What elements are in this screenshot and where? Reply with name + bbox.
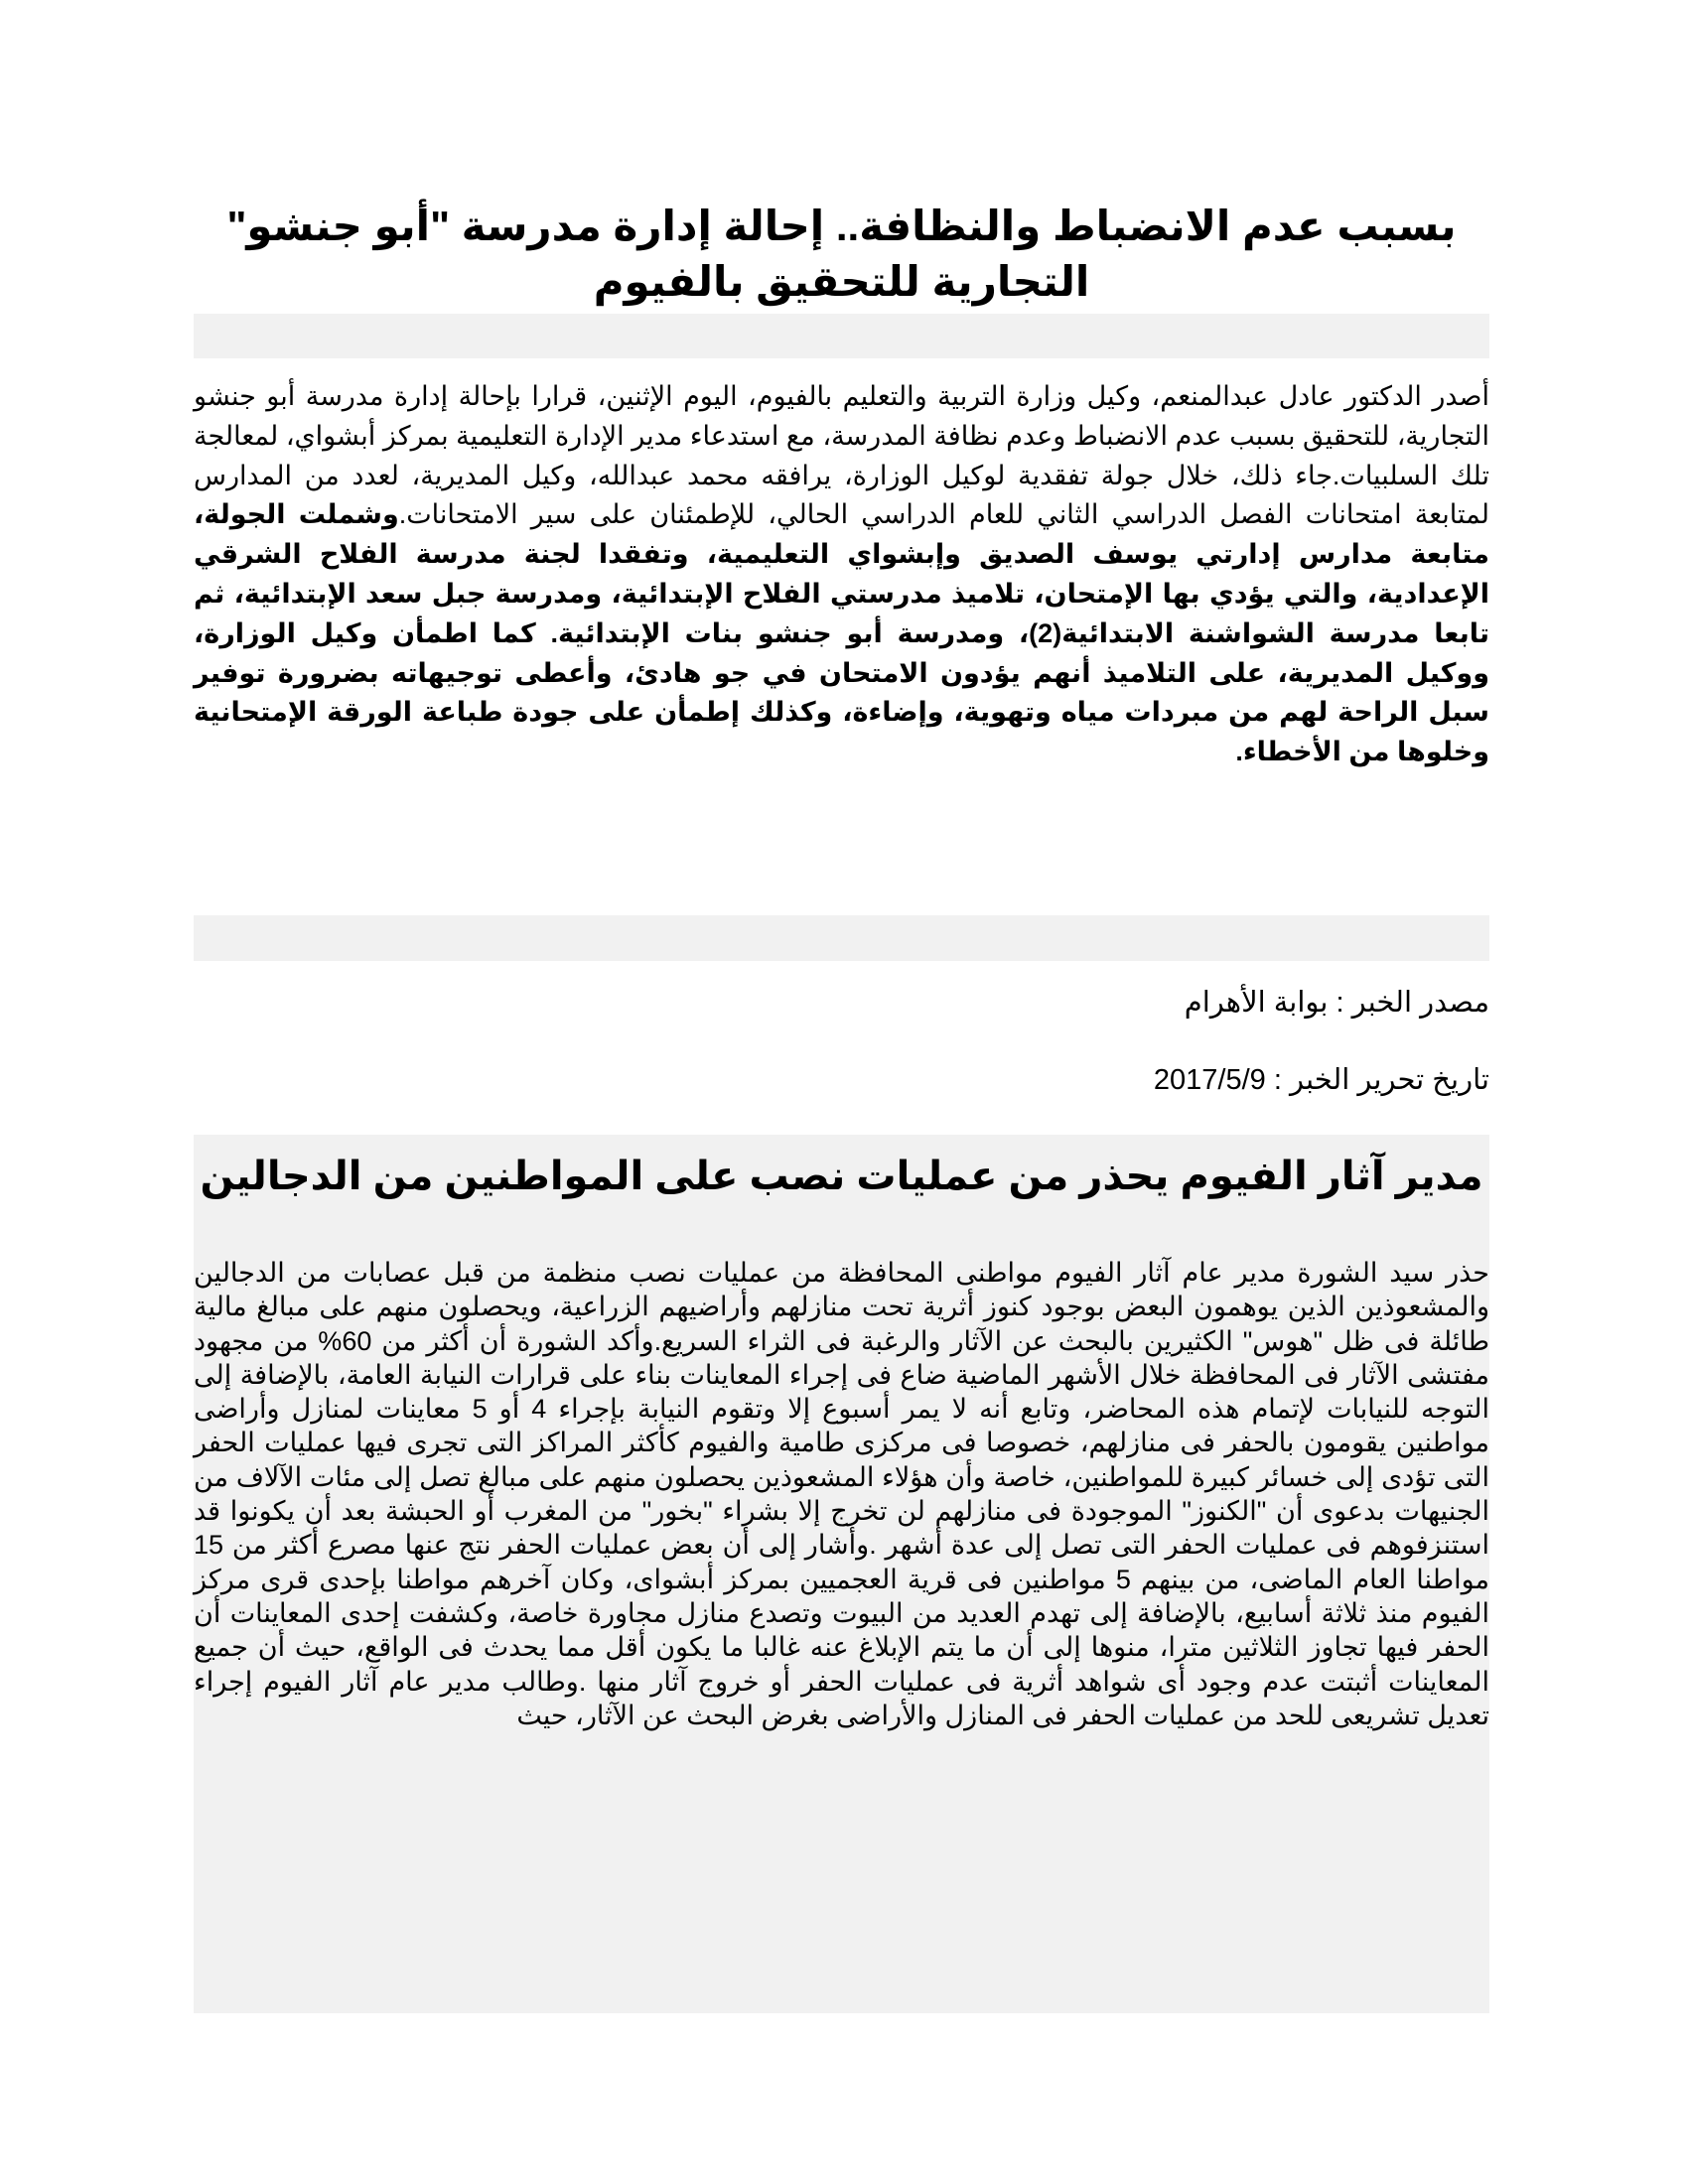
news-source-value: بوابة الأهرام: [1184, 987, 1329, 1019]
article-2-body: حذر سيد الشورة مدير عام آثار الفيوم مواطنى المحافظة من عمليات نصب منظمة من قبل عصابات من الدجالين والمشعوذين الذين يوهمون البعض بوجود كنوز أثرية تحت منازلهم وأراضيهم الزراعية، ويحصلون منهم على مبالغ مالية طائلة فى ظل "هوس" الكثيرين بالبحث عن الآثار والرغبة فى الثراء السريع.وأكد الشورة أن أكثر من 60% من مجهود مفتشى الآثار فى المحافظة خلال الأشهر الماضية ضاع فى إجراء المعاينات بناء على قرارات النيابة العامة، بالإضافة إلى التوجه للنيابات لإتمام هذه المحاضر، وتابع أنه لا يمر أسبوع إلا وتقوم النيابة بإجراء 4 أو 5 معاينات لمنازل وأراضى مواطنين يقومون بالحفر فى منازلهم، خصوصا فى مركزى طامية والفيوم كأكثر المراكز التى تجرى فيها عمليات الحفر التى تؤدى إلى خسائر كبيرة للمواطنين، خاصة وأن هؤلاء المشعوذين يحصلون منهم على مبالغ تصل إلى مئات الآلاف من الجنيهات بدعوى أن "الكنوز" الموجودة فى منازلهم لن تخرج إلا بشراء "بخور" من المغرب أو الحبشة بعد أن يكونوا قد استنزفوهم فى عمليات الحفر التى تصل إلى عدة أشهر .وأشار إلى أن بعض عمليات الحفر نتج عنها مصرع أكثر من 15 مواطنا العام الماضى، من بينهم 5 مواطنين فى قرية العجميين بمركز أبشواى، وكان آخرهم مواطنا بإحدى قرى مركز الفيوم منذ ثلاثة أسابيع، بالإضافة إلى تهدم العديد من البيوت وتصدع منازل مجاورة خاصة، وكشفت إحدى المعاينات أن الحفر فيها تجاوز الثلاثين مترا، منوها إلى أن ما يتم الإبلاغ عنه غالبا ما يكون أقل مما يحدث فى الواقع، حيث أن جميع المعاينات أثبتت عدم وجود أى شواهد أثرية فى عمليات الحفر أو خروج آثار منها .وطالب مدير عام آثار الفيوم إجراء تعديل تشريعى للحد من عمليات الحفر فى المنازل والأراضى بغرض البحث عن الآثار، حيث: [194, 1258, 1490, 1730]
separator-band-bottom: [194, 915, 1489, 961]
article-1-body-bold: وشملت الجولة، متابعة مدارس إدارتي يوسف الصديق وإبشواي التعليمية، وتفقدا لجنة مدرسة الفلاح الشرقي الإعدادية، والتي يؤدي بها الإمتحان، تلاميذ مدرستي الفلاح الإبتدائية، ومدرسة جبل سعد الإبتدائية، ثم تابعا مدرسة الشواشنة الابتدائية(2)، ومدرسة أبو جنشو بنات الإبتدائية. كما اطمأن وكيل الوزارة، ووكيل المديرية، على التلاميذ أنهم يؤدون الامتحان في جو هادئ، وأعطى توجيهاته بضرورة توفير سبل الراحة لهم من مبردات مياه وتهوية، وإضاءة، وكذلك إطمأن على جودة طباعة الورقة الإمتحانية وخلوها من الأخطاء.: [194, 499, 1489, 767]
news-date-value: 2017/5/9: [1153, 1064, 1266, 1096]
article-1-body: [194, 377, 1489, 772]
news-date-label: تاريخ تحرير الخبر :: [1265, 1064, 1489, 1096]
document-page: [194, 0, 1489, 2184]
news-source-label: مصدر الخبر :: [1328, 987, 1489, 1019]
article-2-title: مدير آثار الفيوم يحذر من عمليات نصب على المواطنين من الدجالين: [200, 1155, 1483, 1198]
separator-band-top: [194, 314, 1489, 358]
news-date-line: [194, 1062, 1489, 1098]
news-source-line: [194, 985, 1489, 1021]
article-1-body-regular: أصدر الدكتور عادل عبدالمنعم، وكيل وزارة التربية والتعليم بالفيوم، اليوم الإثنين، قرارا بإحالة إدارة مدرسة أبو جنشو التجارية، للتحقيق بسبب عدم الانضباط وعدم نظافة المدرسة، مع استدعاء مدير الإدارة التعليمية بمركز أبشواي، لمعالجة تلك السلبيات.جاء ذلك، خلال جولة تفقدية لوكيل الوزارة، يرافقه محمد عبدالله، وكيل المديرية، لعدد من المدارس لمتابعة امتحانات الفصل الدراسي الثاني للعام الدراسي الحالي، للإطمئنان على سير الامتحانات.: [194, 381, 1490, 530]
article-1-title: بسبب عدم الانضباط والنظافة.. إحالة إدارة مدرسة "أبو جنشو" التجارية للتحقيق بالفيوم: [226, 203, 1457, 305]
